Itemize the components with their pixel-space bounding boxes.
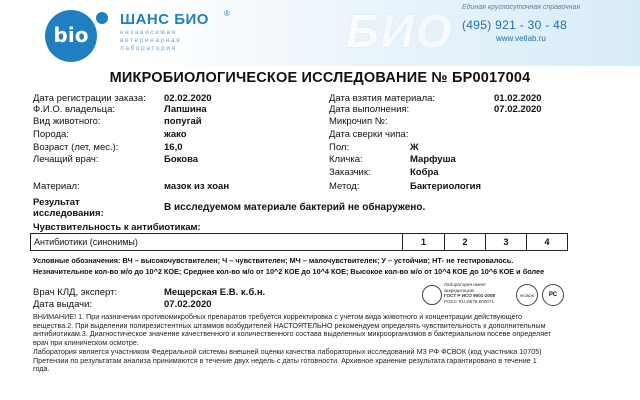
field-label-sample-date: Дата взятия материала: bbox=[329, 93, 436, 104]
field-label-doctor: Лечащий врач: bbox=[33, 154, 99, 165]
website-link[interactable]: www.vetlab.ru bbox=[496, 34, 546, 43]
result-label bbox=[33, 197, 104, 219]
result-label-line1: Результат bbox=[33, 197, 80, 208]
note-line: года. bbox=[33, 364, 50, 374]
brand-name: ШАНС БИО bbox=[120, 11, 209, 28]
certification-text bbox=[444, 282, 514, 304]
field-label-customer: Заказчик: bbox=[329, 167, 371, 178]
field-value-species: попугай bbox=[164, 116, 202, 127]
field-value-sex: Ж bbox=[410, 142, 419, 153]
hotline-phone[interactable]: (495) 921 - 30 - 48 bbox=[462, 18, 568, 32]
bio-logo-icon bbox=[44, 9, 110, 63]
legend-symbols: Условные обозначения: ВЧ – высокочувствителен; Ч – чувствителен; МЧ – малочувствителен; У – устойчив; НТ- не тестировалось. bbox=[33, 256, 514, 265]
registered-mark: ® bbox=[224, 9, 230, 18]
brand-tagline: независимая ветеринарная лаборатория bbox=[120, 29, 182, 52]
field-value-sample-date: 01.02.2020 bbox=[494, 93, 542, 104]
antibiotics-col-1: 1 bbox=[403, 234, 445, 250]
antibiotics-header-cell: Антибиотики (синонимы) bbox=[31, 234, 403, 250]
field-value-material: мазок из хоан bbox=[164, 181, 230, 192]
note-line: ВНИМАНИЕ! 1. При назначении противомикробных препаратов требуется корректировка с учетом вида животного и концентрации действующего bbox=[33, 312, 522, 321]
field-label-sex: Пол: bbox=[329, 142, 350, 153]
field-label-issue-date: Дата выдачи: bbox=[33, 299, 93, 310]
field-label-pet-name: Кличка: bbox=[329, 154, 363, 165]
fsvok-badge-icon: ФСВОК bbox=[516, 284, 538, 306]
certification-block bbox=[422, 280, 562, 314]
antibiotics-table bbox=[30, 233, 568, 251]
cert-line3: РОСС RU.И676.К00071 bbox=[444, 298, 495, 304]
field-label-material: Материал: bbox=[33, 181, 80, 192]
note-line: врач при клиническом осмотре. bbox=[33, 338, 139, 348]
field-value-method: Бактериология bbox=[410, 181, 482, 192]
logo-text: bio bbox=[53, 23, 89, 47]
field-value-doctor: Бокова bbox=[164, 154, 199, 165]
field-value-registration-date: 02.02.2020 bbox=[164, 93, 212, 104]
note-line: Лаборатория является участником Федеральной системы внешней оценки качества лабораторных исследований МЗ РФ ФСВОК (код участника 10705) bbox=[33, 346, 542, 356]
result-label-line2: исследования: bbox=[33, 208, 104, 219]
field-value-customer: Кобра bbox=[410, 167, 439, 178]
field-label-species: Вид животного: bbox=[33, 116, 101, 127]
field-label-breed: Порода: bbox=[33, 129, 69, 140]
note-line: вещества.2. При выделении полирезистентных штаммов возбудителей НАСТОЯТЕЛЬНО рекомендуем определять чувствительность к дополнительным bbox=[33, 320, 546, 330]
field-value-issue-date: 07.02.2020 bbox=[164, 299, 212, 310]
antibiotics-col-4: 4 bbox=[544, 237, 550, 247]
field-label-method: Метод: bbox=[329, 181, 360, 192]
note-line: Претензии по результатам анализа принимаются в течение двух недель с даты готовности. Архивное хранение результата гарантировано в течение 1 bbox=[33, 355, 537, 365]
report-title: МИКРОБИОЛОГИЧЕСКОЕ ИССЛЕДОВАНИЕ № БР0017004 bbox=[109, 70, 531, 86]
hotline-label: Единая круглосуточная справочная bbox=[462, 4, 581, 11]
cert-line1: Лаборатория имеет аккредитацию bbox=[444, 282, 487, 293]
field-label-chip-check-date: Дата сверки чипа: bbox=[329, 129, 409, 140]
field-label-owner: Ф.И.О. владельца: bbox=[33, 104, 116, 115]
cert-line2: ГОСТ Р ИСО 9001-2008 bbox=[444, 293, 496, 299]
lab-header bbox=[0, 0, 640, 66]
note-line: антибиотикам.3. Диагностическое значение качественного и количественного состава выделенных микроорганизмов в бактериальном посеве определяет bbox=[33, 329, 552, 339]
field-value-completion-date: 07.02.2020 bbox=[494, 104, 542, 115]
rs-badge-icon: РС bbox=[542, 284, 564, 306]
field-label-completion-date: Дата выполнения: bbox=[329, 104, 410, 115]
accreditation-seal-icon bbox=[422, 285, 442, 305]
field-value-owner: Лапшина bbox=[164, 104, 207, 115]
field-value-breed: жако bbox=[164, 129, 187, 140]
result-text: В исследуемом материале бактерий не обнаружено. bbox=[164, 202, 426, 213]
field-value-pet-name: Марфуша bbox=[410, 154, 456, 165]
bio-watermark: БИО bbox=[346, 5, 454, 57]
field-value-age: 16,0 bbox=[164, 142, 183, 153]
field-label-microchip: Микрочип №: bbox=[329, 116, 388, 127]
legend-quantities: Незначительное кол-во м/о до 10^2 КОЕ; Среднее кол-во м/о от 10^2 КОЕ до 10^4 КОЕ; Высокое кол-во м/о от 10^4 КОЕ до 10^6 КОЕ и более bbox=[33, 267, 545, 276]
field-value-expert: Мещерская Е.В. к.б.н. bbox=[164, 287, 266, 298]
field-label-age: Возраст (лет, мес.): bbox=[33, 142, 119, 153]
field-label-registration-date: Дата регистрации заказа: bbox=[33, 93, 146, 104]
antibiotics-col-3: 3 bbox=[486, 234, 527, 250]
field-label-expert: Врач КЛД, эксперт: bbox=[33, 287, 118, 298]
antibiotics-col-2: 2 bbox=[445, 234, 486, 250]
report-notes bbox=[33, 313, 593, 374]
sensitivity-label: Чувствительность к антибиотикам: bbox=[33, 222, 201, 233]
